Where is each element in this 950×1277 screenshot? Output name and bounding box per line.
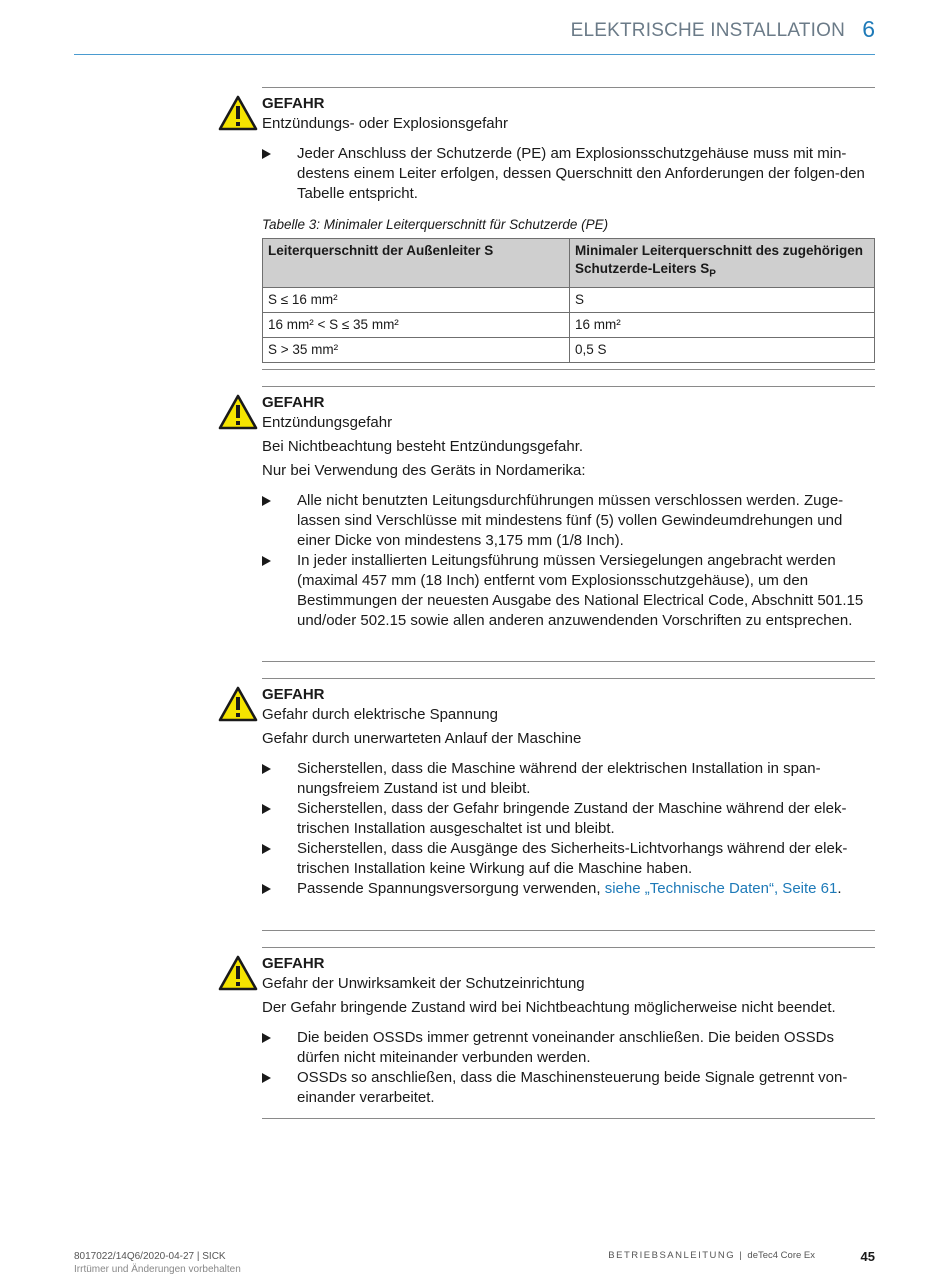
bullet-arrow-icon — [262, 884, 271, 894]
paragraph: Der Gefahr bringende Zustand wird bei Nichtbeachtung möglicherweise nicht beendet. — [262, 999, 836, 1016]
warning-box-explosion — [262, 87, 875, 370]
table-header-cell: Minimaler Leiterquerschnitt des zugehörigen Schutzerde-Leiters $S_P$ — [570, 239, 875, 288]
technical-data-link[interactable]: siehe „Technische Daten“, Seite 61 — [604, 880, 838, 897]
table-cell: 0,5 S — [570, 337, 875, 362]
list-item: Sicherstellen, dass die Maschine während der elektrischen Installation in span-nungsfreiem Zustand ist und bleibt. — [262, 759, 875, 799]
warning-box-protection — [262, 947, 875, 1119]
hazard-title: Gefahr der Unwirksamkeit der Schutzeinrichtung — [262, 975, 585, 992]
bullet-arrow-icon — [262, 1033, 271, 1043]
conductor-table — [262, 238, 875, 363]
bullet-arrow-icon — [262, 844, 271, 854]
bullet-arrow-icon — [262, 496, 271, 506]
warning-box-electric — [262, 678, 875, 931]
warning-triangle-icon — [218, 394, 258, 430]
paragraph: Bei Nichtbeachtung besteht Entzündungsgefahr. — [262, 438, 584, 455]
warning-box-ignition — [262, 386, 875, 662]
bullet-arrow-icon — [262, 764, 271, 774]
signal-word: GEFAHR — [262, 955, 325, 972]
list-item: Sicherstellen, dass der Gefahr bringende Zustand der Maschine während der elek-trischen Installation ausgeschaltet ist und bleibt. — [262, 799, 875, 839]
instruction-list — [262, 759, 875, 899]
list-item: Alle nicht benutzten Leitungsdurchführungen müssen verschlossen werden. Zuge-lassen sind Verschlüsse mit mindestens fünf (5) vollen Gewindeumdrehungen und einer Dicke von mindestens 3,175 mm (1/8 Inch). — [262, 491, 875, 551]
table-cell: 16 mm² — [570, 312, 875, 337]
footer-manual — [608, 1250, 815, 1261]
list-item: Sicherstellen, dass die Ausgänge des Sicherheits-Lichtvorhangs während der elek-trischen Installation keine Wirkung auf die Maschine haben. — [262, 839, 875, 879]
warning-triangle-icon — [218, 686, 258, 722]
warning-triangle-icon — [218, 95, 258, 131]
table-row — [263, 312, 875, 337]
list-item: Passende Spannungsversorgung verwenden, siehe „Technische Daten“, Seite 61. — [262, 879, 875, 899]
list-item: Die beiden OSSDs immer getrennt voneinander anschließen. Die beiden OSSDs dürfen nicht miteinander verbunden werden. — [262, 1028, 875, 1068]
instruction-list — [262, 144, 875, 204]
table-cell: S — [570, 287, 875, 312]
paragraph: Gefahr durch unerwarteten Anlauf der Maschine — [262, 730, 582, 747]
hazard-title: Entzündungsgefahr — [262, 414, 393, 431]
table-cell: S > 35 mm² — [263, 337, 570, 362]
bullet-arrow-icon — [262, 149, 271, 159]
paragraph: Nur bei Verwendung des Geräts in Nordamerika: — [262, 462, 586, 479]
table-caption: Tabelle 3: Minimaler Leiterquerschnitt für Schutzerde (PE) — [262, 217, 609, 232]
disclaimer: Irrtümer und Änderungen vorbehalten — [74, 1264, 241, 1275]
list-item: In jeder installierten Leitungsführung müssen Versiegelungen angebracht werden (maximal 457 mm (18 Inch) entfernt vom Explosionsschutzgehäuse), um den Bestimmungen der neuesten Ausgabe des National Electrical Code, Abschnitt 501.15 und/oder 502.15 sowie allen anderen anzuwendenden Vorschriften zu entsprechen. — [262, 551, 875, 631]
table-cell: 16 mm² < S ≤ 35 mm² — [263, 312, 570, 337]
product-name: deTec4 Core Ex — [747, 1250, 815, 1261]
instruction-list — [262, 491, 875, 631]
footer-doc-info — [74, 1250, 241, 1276]
chapter-title: ELEKTRISCHE INSTALLATION — [570, 20, 845, 41]
signal-word: GEFAHR — [262, 95, 325, 112]
hazard-title: Gefahr durch elektrische Spannung — [262, 706, 498, 723]
chapter-number: 6 — [862, 16, 875, 42]
list-item: Jeder Anschluss der Schutzerde (PE) am Explosionsschutzgehäuse muss mit min-destens einem Leiter erfolgen, dessen Querschnitt den Anforderungen der folgen-den Tabelle entspricht. — [262, 144, 875, 204]
signal-word: GEFAHR — [262, 686, 325, 703]
list-item: OSSDs so anschließen, dass die Maschinensteuerung beide Signale getrennt von-einander verarbeitet. — [262, 1068, 875, 1108]
warning-triangle-icon — [218, 955, 258, 991]
document-id: 8017022/14Q6/2020-04-27 | SICK — [74, 1251, 226, 1262]
table-cell: S ≤ 16 mm² — [263, 287, 570, 312]
signal-word: GEFAHR — [262, 394, 325, 411]
bullet-arrow-icon — [262, 1073, 271, 1083]
instruction-list — [262, 1028, 875, 1108]
table-row — [263, 337, 875, 362]
table-header-row — [263, 239, 875, 288]
page-header — [74, 14, 875, 55]
hazard-title: Entzündungs- oder Explosionsgefahr — [262, 115, 508, 132]
table-header-cell: Leiterquerschnitt der Außenleiter S — [263, 239, 570, 288]
bullet-arrow-icon — [262, 804, 271, 814]
bullet-arrow-icon — [262, 556, 271, 566]
page-number: 45 — [860, 1249, 875, 1264]
manual-label: BETRIEBSANLEITUNG | — [608, 1250, 744, 1261]
table-row — [263, 287, 875, 312]
